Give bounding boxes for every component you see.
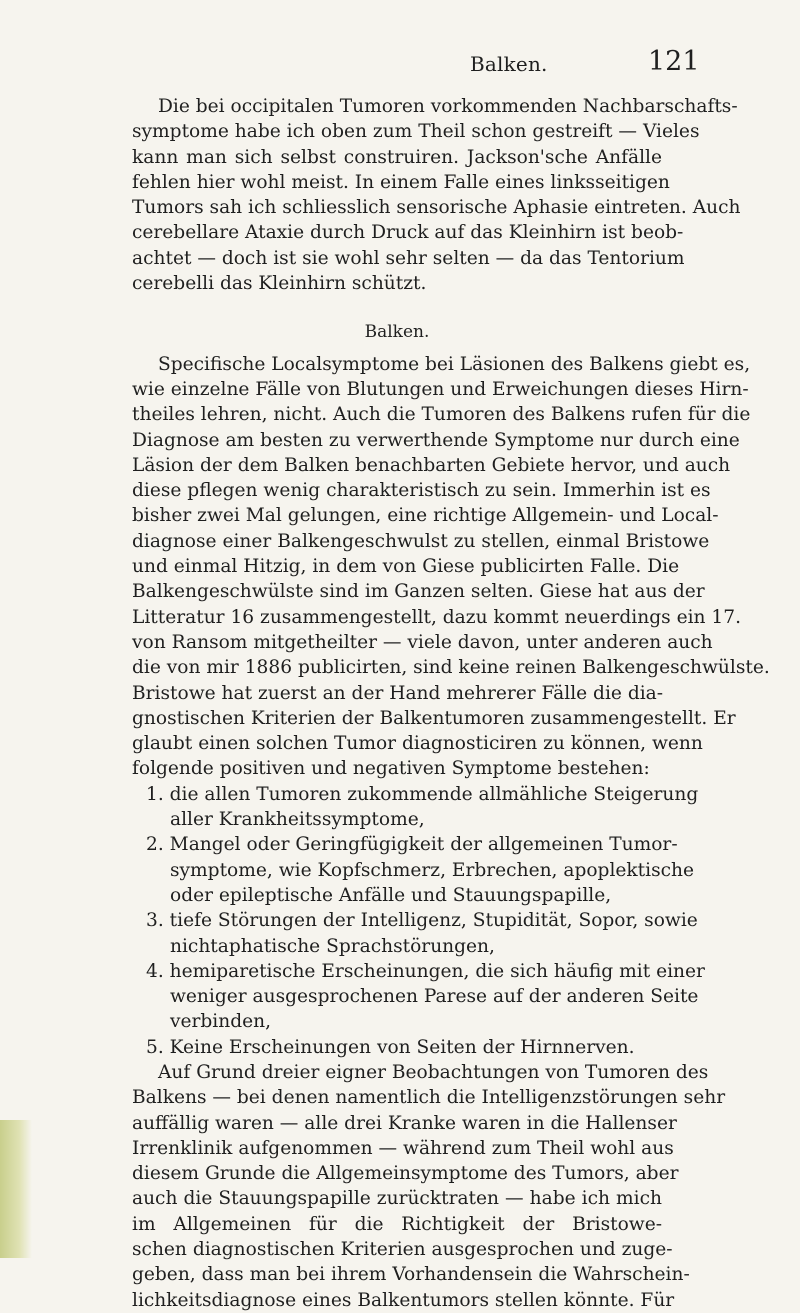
text-line: diagnose einer Balkengeschwulst zu stellen, einmal Bristowe (132, 530, 710, 552)
text-line: im Allgemeinen für die Richtigkeit der Bristowe- (132, 1213, 662, 1235)
text-line: und einmal Hitzig, in dem von Giese publicirten Falle. Die (132, 556, 680, 578)
paragraph-corpus-callosum (132, 352, 770, 782)
text-line: kann man sich selbst construiren. Jackson'sche Anfälle (132, 146, 662, 168)
text-line: diese pflegen wenig charakteristisch zu sein. Immerhin ist es (132, 480, 711, 502)
text-line: wie einzelne Fälle von Blutungen und Erweichungen dieses Hirn- (132, 378, 749, 400)
list-item-line: verbinden, (170, 1011, 272, 1033)
body-text (132, 94, 770, 1313)
text-line: Die bei occipitalen Tumoren vorkommenden Nachbarschafts- (158, 96, 738, 117)
list-item-line: aller Krankheitssymptome, (170, 809, 425, 831)
text-line: geben, dass man bei ihrem Vorhandensein die Wahrschein- (132, 1264, 690, 1286)
text-line: Specifische Localsymptome bei Läsionen des Balkens giebt es, (158, 353, 751, 375)
text-line: symptome habe ich oben zum Theil schon gestreift — Vieles (132, 121, 700, 143)
text-line: folgende positiven und negativen Symptome bestehen: (132, 758, 650, 780)
text-line: Diagnose am besten zu verwerthende Symptome nur durch eine (132, 429, 740, 451)
list-item-line: symptome, wie Kopfschmerz, Erbrechen, apoplektische (170, 859, 695, 881)
list-item (132, 782, 699, 833)
list-item-line: 3. tiefe Störungen der Intelligenz, Stupidität, Sopor, sowie (146, 910, 698, 932)
text-line: gnostischen Kriterien der Balkentumoren zusammengestellt. Er (132, 707, 736, 729)
text-line: fehlen hier wohl meist. In einem Falle eines linksseitigen (132, 171, 670, 193)
text-line: cerebellare Ataxie durch Druck auf das Kleinhirn ist beob- (132, 222, 684, 244)
text-line: Läsion der dem Balken benachbarten Gebiete hervor, und auch (132, 454, 731, 476)
page-number: 121 (648, 46, 700, 77)
text-line: glaubt einen solchen Tumor diagnosticiren zu können, wenn (132, 733, 703, 755)
list-item (132, 832, 695, 908)
text-line: diesem Grunde die Allgemeinsymptome des Tumors, aber (132, 1163, 679, 1185)
text-line: auffällig waren — alle drei Kranke waren in die Hallenser (132, 1112, 677, 1134)
section-heading: Balken. (364, 322, 430, 343)
list-item-line: 4. hemiparetische Erscheinungen, die sich häufig mit einer (146, 960, 705, 982)
text-line: Bristowe hat zuerst an der Hand mehrerer Fälle die dia- (132, 682, 664, 704)
text-line: Balkens — bei denen namentlich die Intelligenzstörungen sehr (132, 1087, 726, 1109)
list-item-line: 2. Mangel oder Geringfügigkeit der allgemeinen Tumor- (146, 834, 678, 856)
text-line: Balkengeschwülste sind im Ganzen selten. Giese hat aus der (132, 581, 705, 603)
text-line: bisher zwei Mal gelungen, eine richtige Allgemein- und Local- (132, 505, 719, 527)
list-item (132, 908, 698, 959)
running-title: Balken. (470, 52, 548, 76)
text-line: von Ransom mitgetheilter — viele davon, unter anderen auch (132, 631, 713, 653)
paragraph-own-observations (132, 1060, 726, 1313)
paragraph-neighbourhood-symptoms (132, 94, 741, 296)
text-line: theiles lehren, nicht. Auch die Tumoren des Balkens rufen für die (132, 404, 751, 426)
text-line: Auf Grund dreier eigner Beobachtungen von Tumoren des (158, 1061, 709, 1083)
text-line: Litteratur 16 zusammengestellt, dazu kommt neuerdings ein 17. (132, 606, 741, 628)
list-item-line: weniger ausgesprochenen Parese auf der anderen Seite (170, 986, 699, 1008)
text-line: Irrenklinik aufgenommen — während zum Theil wohl aus (132, 1137, 674, 1159)
list-item (132, 959, 705, 1035)
list-item (132, 1035, 662, 1060)
text-line: Tumors sah ich schliesslich sensorische Aphasie eintreten. Auch (132, 197, 741, 219)
list-item-line: 1. die allen Tumoren zukommende allmähliche Steigerung (146, 783, 699, 805)
running-head (0, 46, 800, 86)
list-item-line: 5. Keine Erscheinungen von Seiten der Hirnnerven. (146, 1036, 635, 1058)
text-line: cerebelli das Kleinhirn schützt. (132, 273, 427, 295)
text-line: die von mir 1886 publicirten, sind keine reinen Balkengeschwülste. (132, 657, 770, 679)
text-line: lichkeitsdiagnose eines Balkentumors stellen könnte. Für (132, 1289, 675, 1311)
list-item-line: oder epileptische Anfälle und Stauungspapille, (170, 884, 612, 906)
text-line: schen diagnostischen Kriterien ausgesprochen und zuge- (132, 1239, 673, 1261)
text-line: auch die Stauungspapille zurücktraten — habe ich mich (132, 1188, 662, 1210)
text-line: achtet — doch ist sie wohl sehr selten — da das Tentorium (132, 247, 685, 269)
list-item-line: nichtaphatische Sprachstörungen, (170, 935, 495, 957)
page-edge-stain (0, 1120, 32, 1258)
symptom-list (132, 782, 705, 1060)
